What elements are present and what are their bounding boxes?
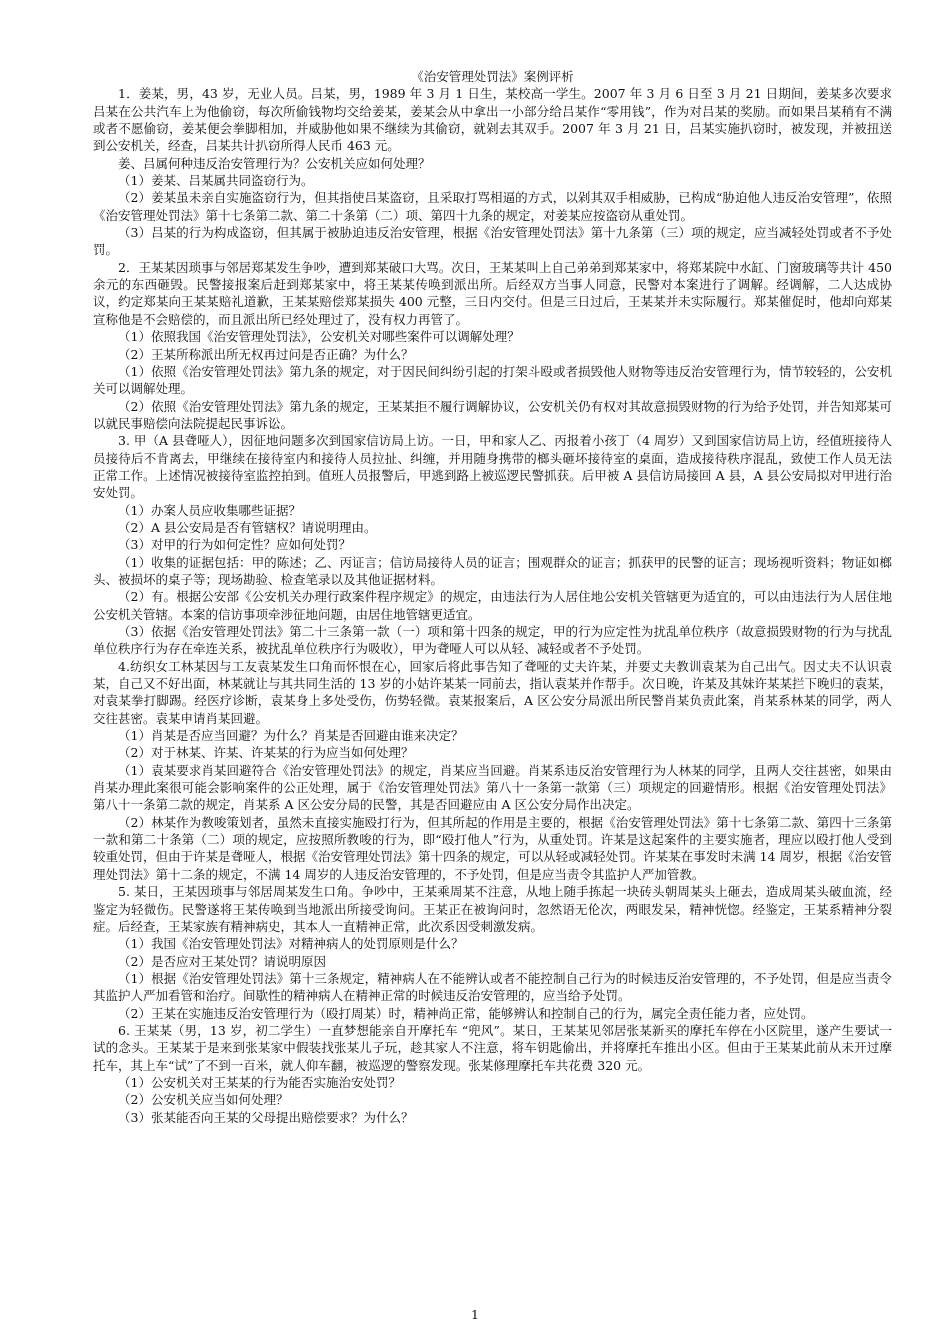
paragraph: （1）肖某是否应当回避？为什么？肖某是否回避由谁来决定？: [118, 728, 464, 744]
paragraph: 5. 某日，王某因琐事与邻居周某发生口角。争吵中，王某乘周某不注意，从地上随手拣起一块砖头朝周某头上砸去，造成周某头破血流，经鉴定为轻微伤。民警遂将王某传唤到当地派出所接受询问。王某正在被询问时，忽然语无伦次，两眼发呆，精神恍惚。经鉴定，王某系精神分裂症。后经查，王某家族有精神病史，其本人一直精神正常，此次系因受刺激发病。: [93, 884, 892, 934]
paragraph: （3）张某能否向王某的父母提出赔偿要求？为什么？: [118, 1109, 414, 1125]
paragraph: （3）依据《治安管理处罚法》第二十三条第一款（一）项和第十四条的规定，甲的行为应定性为扰乱单位秩序（故意损毁财物的行为与扰乱单位秩序行为存在牵连关系，被扰乱单位秩序行为吸收），甲为聋哑人可以从轻、减轻或者不予处罚。: [93, 624, 892, 657]
paragraph: （1）办案人员应收集哪些证据？: [118, 502, 301, 518]
paragraph: （2）王某所称派出所无权再过问是否正确？为什么？: [118, 346, 414, 362]
paragraph: （3）吕某的行为构成盗窃，但其属于被胁迫违反治安管理，根据《治安管理处罚法》第十九条第（三）项的规定，应当减轻处罚或者不予处罚。: [93, 225, 892, 258]
paragraph: （2）姜某虽未亲自实施盗窃行为，但其指使吕某盗窃，且采取打骂相逼的方式，以剁其双手相威胁，已构成“胁迫他人违反治安管理”，依照《治安管理处罚法》第十七条第二款、第二十条第（二）项、第四十九条的规定，对姜某应按盗窃从重处罚。: [93, 190, 892, 223]
paragraph: （1）根据《治安管理处罚法》第十三条规定，精神病人在不能辨认或者不能控制自己行为的时候违反治安管理的，不予处罚，但是应当责令其监护人严加看管和治疗。间歇性的精神病人在精神正常的时候违反治安管理的，应当给予处罚。: [93, 970, 892, 1004]
paragraph: （1）公安机关对王某某的行为能否实施治安处罚？: [118, 1074, 401, 1090]
paragraph: （2）依照《治安管理处罚法》第九条的规定，王某某拒不履行调解协议，公安机关仍有权对其故意损毁财物的行为给予处罚，并告知郑某可以就民事赔偿向法院提起民事诉讼。: [93, 398, 892, 431]
paragraph: 姜、吕属何种违反治安管理行为？公安机关应如何处理？: [118, 155, 431, 171]
paragraph: 1．姜某，男，43 岁，无业人员。吕某，男，1989 年 3 月 1 日生，某校高一学生。2007 年 3 月 6 日至 3 月 21 日期间，姜某多次要求吕某在公共汽车上为他偷窃，每次所偷钱物均交给姜某，姜某会从中拿出一小部分给吕某作“零用钱”，作为对吕某的奖励。而如果吕某稍有不满或者不愿偷窃，姜某便会拳脚相加，并威胁他如果不继续为其偷窃，就剁去其双手。2007 年 3 月 21 日，吕某实施扒窃时，被发现，并被扭送到公安机关，经查，吕某共计扒窃所得人民币 463 元。: [93, 86, 892, 154]
paragraph: （2）是否应对王某处罚？请说明原因: [118, 953, 326, 969]
paragraph: 2．王某某因琐事与邻居郑某发生争吵，遭到郑某破口大骂。次日，王某某叫上自己弟弟到郑某家中，将郑某院中水缸、门窗玻璃等共计 450 余元的东西砸毁。民警接报案后赶到郑某家中，将王某某传唤到派出所。后经双方当事人同意，民警对本案进行了调解。经调解，二人达成协议，约定郑某向王某某赔礼道歉，王某某赔偿郑某损失 400 元整，三日内交付。但是三日过后，王某某并未实际履行。郑某催促时，他却向郑某宣称他是不会赔偿的，而且派出所已经处理过了，没有权力再管了。: [93, 259, 892, 327]
paragraph: （1）姜某、吕某属共同盗窃行为。: [118, 173, 314, 189]
paragraph: （1）依照我国《治安管理处罚法》，公安机关对哪些案件可以调解处理？: [118, 329, 520, 345]
paragraph: （2）对于林某、许某、许某某的行为应当如何处理？: [118, 745, 414, 761]
paragraph: （2）有。根据公安部《公安机关办理行政案件程序规定》的规定，由违法行为人居住地公安机关管辖更为适宜的，可以由违法行为人居住地公安机关管辖。本案的信访事项牵涉征地问题，由居住地管辖更适宜。: [93, 589, 892, 622]
paragraph: （3）对甲的行为如何定性？应如何处罚？: [118, 537, 351, 553]
paragraph: （2）王某在实施违反治安管理行为（殴打周某）时，精神尚正常，能够辨认和控制自己的行为，属完全责任能力者，应处罚。: [118, 1005, 814, 1021]
page-number: 1: [471, 1307, 479, 1322]
paragraph: 3. 甲（A 县聋哑人），因征地问题多次到国家信访局上访。一日，甲和家人乙、丙报着小孩丁（4 周岁）又到国家信访局上访，经值班接待人员接待后不肯离去，甲继续在接待室内和接待人员拉扯、纠缠，并用随身携带的榔头砸坏接待室的桌面，造成接待秩序混乱，致使工作人员无法正常工作。上述情况被接待室监控拍到。值班人员报警后，甲逃到路上被巡逻民警抓获。后甲被 A 县信访局接回 A 县，A 县公安局拟对甲进行治安处罚。: [93, 433, 892, 501]
document-title: 《治安管理处罚法》案例评析: [411, 69, 574, 84]
paragraph: （2）林某作为教唆策划者，虽然未直接实施殴打行为，但其所起的作用是主要的，根据《治安管理处罚法》第十七条第二款、第四十三条第一款和第二十条第（二）项的规定，应按照所教唆的行为，即“殴打他人”行为，从重处罚。许某是这起案件的主要实施者，理应以殴打他人受到较重处罚，但由于许某是聋哑人，根据《治安管理处罚法》第十四条的规定，可以从轻或减轻处罚。许某某在事发时未满 14 周岁，根据《治安管理处罚法》第十二条的规定，不满 14 周岁的人违反治安管理的，不予处罚，但是应当责令其监护人严加管教。: [93, 814, 892, 882]
paragraph: 6. 王某某（男，13 岁，初二学生）一直梦想能亲自开摩托车 “兜风”。某日，王某某见邻居张某新买的摩托车停在小区院里，遂产生要试一试的念头。王某某于是来到张某家中假装找张某儿子玩，趁其家人不注意，将车钥匙偷出，并将摩托车推出小区。但由于王某某此前从未开过摩托车，其上车“试”了不到一百米，就人仰车翻，被巡逻的警察发现。张某修理摩托车共花费 320 元。: [93, 1022, 892, 1073]
paragraph: （2）公安机关应当如何处理？: [118, 1092, 289, 1108]
paragraph: （1）我国《治安管理处罚法》对精神病人的处罚原则是什么？: [118, 936, 464, 952]
paragraph: （2）A 县公安局是否有管辖权？请说明理由。: [118, 519, 377, 535]
paragraph: （1）依照《治安管理处罚法》第九条的规定，对于因民间纠纷引起的打架斗殴或者损毁他人财物等违反治安管理行为，情节较轻的，公安机关可以调解处理。: [93, 363, 892, 397]
paragraph: （1）收集的证据包括：甲的陈述；乙、丙证言；信访局接待人员的证言；围观群众的证言；抓获甲的民警的证言；现场视听资料；物证如榔头、被损坏的桌子等；现场勘验、检查笔录以及其他证据材料。: [93, 554, 892, 587]
paragraph: （1）袁某要求肖某回避符合《治安管理处罚法》的规定，肖某应当回避。肖某系违反治安管理行为人林某的同学，且两人交往甚密，如果由肖某办理此案很可能会影响案件的公正处理，属于《治安管理处罚法》第八十一条第一款第（三）项规定的回避情形。根据《治安管理处罚法》第八十一条第二款的规定，肖某系 A 区公安分局的民警，其是否回避应由 A 区公安分局作出决定。: [93, 762, 892, 813]
paragraph: 4.纺织女工林某因与工友袁某发生口角而怀恨在心，回家后将此事告知了聋哑的丈夫许某，并要丈夫教训袁某为自己出气。因丈夫不认识袁某，自己又不好出面，林某就让与其共同生活的 13 岁的小姑许某某一同前去，指认袁某并作帮手。次日晚，许某及其妹许某某拦下晚归的袁某，对袁某拳打脚踢。经医疗诊断，袁某身上多处受伤，伤势轻微。袁某报案后，A 区公安分局派出所民警肖某负责此案，肖某系林某的同学，两人交往甚密。袁某申请肖某回避。: [93, 658, 892, 726]
document-body: [93, 85, 892, 1126]
